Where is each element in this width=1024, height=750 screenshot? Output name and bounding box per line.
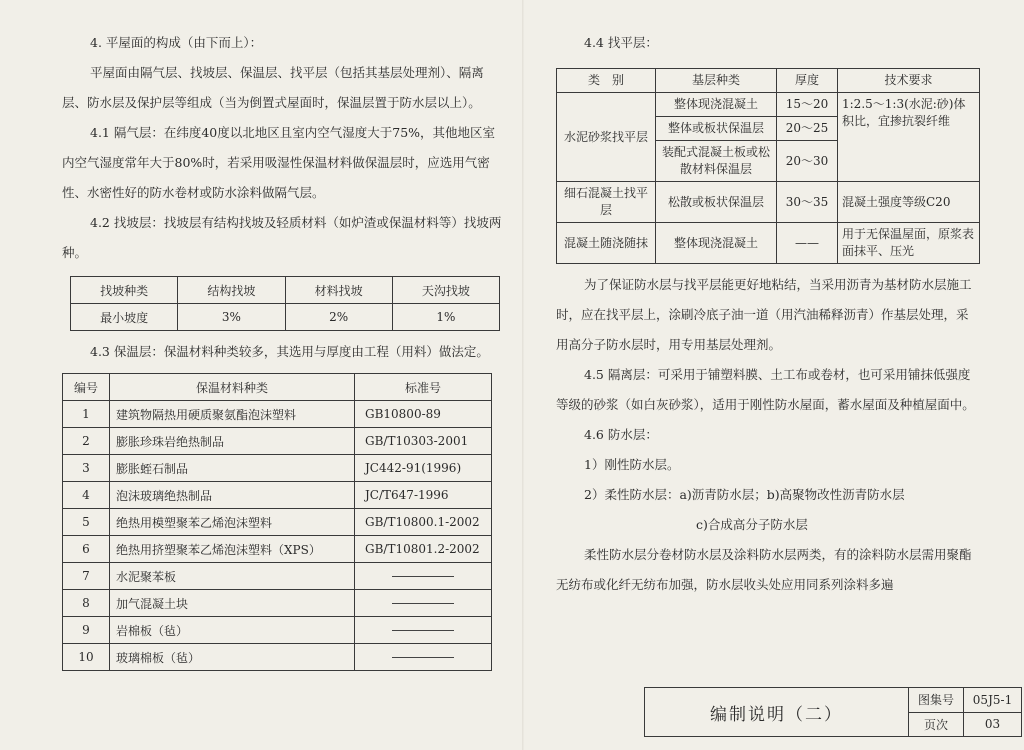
ins-std-empty [355, 644, 492, 671]
ins-std: JC/T647-1996 [355, 482, 492, 509]
flexible-layer-paragraph: 柔性防水层分卷材防水层及涂料防水层两类，有的涂料防水层需用聚酯无纺布或化纤无纺布加强，防水层收头处应用同系列涂料多遍 [556, 547, 972, 592]
page-row [909, 713, 1021, 737]
lev-header-base: 基层种类 [656, 69, 777, 93]
ins-no: 4 [63, 482, 110, 509]
ins-no: 10 [63, 644, 110, 671]
lev-thickness: 20～25 [777, 117, 838, 141]
lev-header-thickness: 厚度 [777, 69, 838, 93]
page-number: 03 [984, 717, 1001, 732]
table-row [63, 644, 492, 671]
table-row [63, 455, 492, 482]
ins-std: GB/T10801.2-2002 [355, 536, 492, 563]
ins-header-std: 标准号 [355, 374, 492, 401]
ins-std-empty [355, 563, 492, 590]
insulation-table-header [63, 374, 492, 401]
table-row [63, 536, 492, 563]
slope-table-row [71, 304, 500, 331]
ins-name: 泡沫玻璃绝热制品 [110, 482, 355, 509]
slope-header-cell: 找坡种类 [71, 277, 178, 304]
drawing-title: 编制说明（二） [645, 688, 909, 736]
table-row [63, 428, 492, 455]
ins-name: 膨胀蛭石制品 [110, 455, 355, 482]
dash-line [392, 630, 454, 631]
right-column [556, 28, 980, 600]
lev-base: 整体或板状保温层 [656, 117, 777, 141]
dash-line [392, 603, 454, 604]
ins-no: 7 [63, 563, 110, 590]
lev-header-requirement: 技术要求 [838, 69, 980, 93]
lev-category: 混凝土随浇随抹 [557, 223, 656, 264]
slope-header-cell: 材料找坡 [285, 277, 392, 304]
lev-base: 装配式混凝土板或松散材料保温层 [656, 141, 777, 182]
rigid-waterproof: 1）刚性防水层。 [584, 457, 680, 472]
dash-line [392, 657, 454, 658]
flexible-waterproof: 2）柔性防水层：a)沥青防水层；b)高聚物改性沥青防水层 [584, 487, 905, 502]
ins-header-name: 保温材料种类 [110, 374, 355, 401]
slope-value-structural: 3% [178, 304, 285, 331]
table-row [63, 563, 492, 590]
lev-category: 水泥砂浆找平层 [557, 93, 656, 182]
table-row [63, 590, 492, 617]
slope-value-material: 2% [285, 304, 392, 331]
ins-std: GB/T10303-2001 [355, 428, 492, 455]
table-row [63, 401, 492, 428]
slope-header-cell: 结构找坡 [178, 277, 285, 304]
dash-line [392, 576, 454, 577]
section-4-1-vapor-barrier: 4.1 隔气层：在纬度40度以北地区且室内空气湿度大于75%，其他地区室内空气湿度常年大于80%时，若采用吸湿性保温材料做保温层时，应选用气密性、水密性好的防水卷材或防水涂料做隔气层。 [62, 125, 496, 200]
ins-name: 岩棉板（毡） [110, 617, 355, 644]
leveling-table [556, 68, 980, 264]
table-row [557, 223, 980, 264]
ins-name: 建筑物隔热用硬质聚氨酯泡沫塑料 [110, 401, 355, 428]
ins-std: GB10800-89 [355, 401, 492, 428]
atlas-row [909, 688, 1021, 713]
slope-table [70, 276, 500, 331]
ins-name: 膨胀珍珠岩绝热制品 [110, 428, 355, 455]
section-4-6-heading: 4.6 防水层： [584, 427, 658, 442]
title-block-grid [909, 688, 1021, 736]
table-row [557, 182, 980, 223]
section-4-2-slope-layer: 4.2 找坡层：找坡层有结构找坡及轻质材料（如炉渣或保温材料等）找坡两种。 [62, 215, 502, 260]
ins-name: 加气混凝土块 [110, 590, 355, 617]
section-4-3-insulation: 4.3 保温层：保温材料种类较多，其选用与厚度由工程（用料）做法定。 [90, 344, 489, 359]
ins-no: 6 [63, 536, 110, 563]
lev-header-category: 类 别 [557, 69, 656, 93]
ins-name: 绝热用挤塑聚苯乙烯泡沫塑料（XPS） [110, 536, 355, 563]
left-column [62, 28, 502, 671]
ins-std-empty [355, 617, 492, 644]
lev-requirement: 混凝土强度等级C20 [838, 182, 980, 223]
leveling-table-header [557, 69, 980, 93]
ins-name: 绝热用模塑聚苯乙烯泡沫塑料 [110, 509, 355, 536]
bonding-paragraph: 为了保证防水层与找平层能更好地粘结，当采用沥青为基材防水层施工时，应在找平层上，涂刷冷底子油一道（用汽油稀释沥青）作基层处理，采用高分子防水层时，用专用基层处理剂。 [556, 277, 972, 352]
ins-no: 1 [63, 401, 110, 428]
slope-row-label: 最小坡度 [71, 304, 178, 331]
lev-category: 细石混凝土找平层 [557, 182, 656, 223]
section-4-4-heading: 4.4 找平层： [584, 35, 658, 50]
atlas-number: 05J5-1 [972, 692, 1013, 707]
table-row [63, 617, 492, 644]
slope-value-gutter: 1% [392, 304, 499, 331]
ins-no: 2 [63, 428, 110, 455]
insulation-table [62, 373, 492, 671]
ins-std: JC442-91(1996) [355, 455, 492, 482]
lev-thickness: —— [777, 223, 838, 264]
section-4-body: 平屋面由隔气层、找坡层、保温层、找平层（包括其基层处理剂）、隔离层、防水层及保护层等组成（当为倒置式屋面时，保温层置于防水层以上）。 [62, 65, 484, 110]
lev-base: 松散或板状保温层 [656, 182, 777, 223]
atlas-label: 图集号 [909, 688, 964, 712]
lev-base: 整体现浇混凝土 [656, 93, 777, 117]
ins-name: 水泥聚苯板 [110, 563, 355, 590]
lev-thickness: 15～20 [777, 93, 838, 117]
title-block [644, 687, 1022, 737]
ins-no: 5 [63, 509, 110, 536]
slope-table-header [71, 277, 500, 304]
table-row [557, 93, 980, 117]
section-4-5-separation: 4.5 隔离层：可采用于铺塑料膜、土工布或卷材，也可采用铺抹低强度等级的砂浆（如白灰砂浆），适用于刚性防水屋面，蓄水屋面及种植屋面中。 [556, 367, 975, 412]
ins-no: 3 [63, 455, 110, 482]
slope-header-cell: 天沟找坡 [392, 277, 499, 304]
ins-std-empty [355, 590, 492, 617]
table-row [63, 482, 492, 509]
ins-no: 9 [63, 617, 110, 644]
polymer-waterproof: c)合成高分子防水层 [696, 517, 808, 532]
table-row [63, 509, 492, 536]
section-4-heading: 4. 平屋面的构成（由下而上）： [90, 35, 263, 50]
lev-requirement: 1:2.5～1:3(水泥:砂)体积比，宜掺抗裂纤维 [838, 93, 980, 182]
lev-thickness: 30～35 [777, 182, 838, 223]
page-label: 页次 [909, 713, 964, 737]
ins-no: 8 [63, 590, 110, 617]
lev-base: 整体现浇混凝土 [656, 223, 777, 264]
page-fold [522, 0, 525, 750]
lev-thickness: 20～30 [777, 141, 838, 182]
ins-std: GB/T10800.1-2002 [355, 509, 492, 536]
ins-name: 玻璃棉板（毡） [110, 644, 355, 671]
lev-requirement: 用于无保温屋面，原浆表面抹平、压光 [838, 223, 980, 264]
ins-header-no: 编号 [63, 374, 110, 401]
